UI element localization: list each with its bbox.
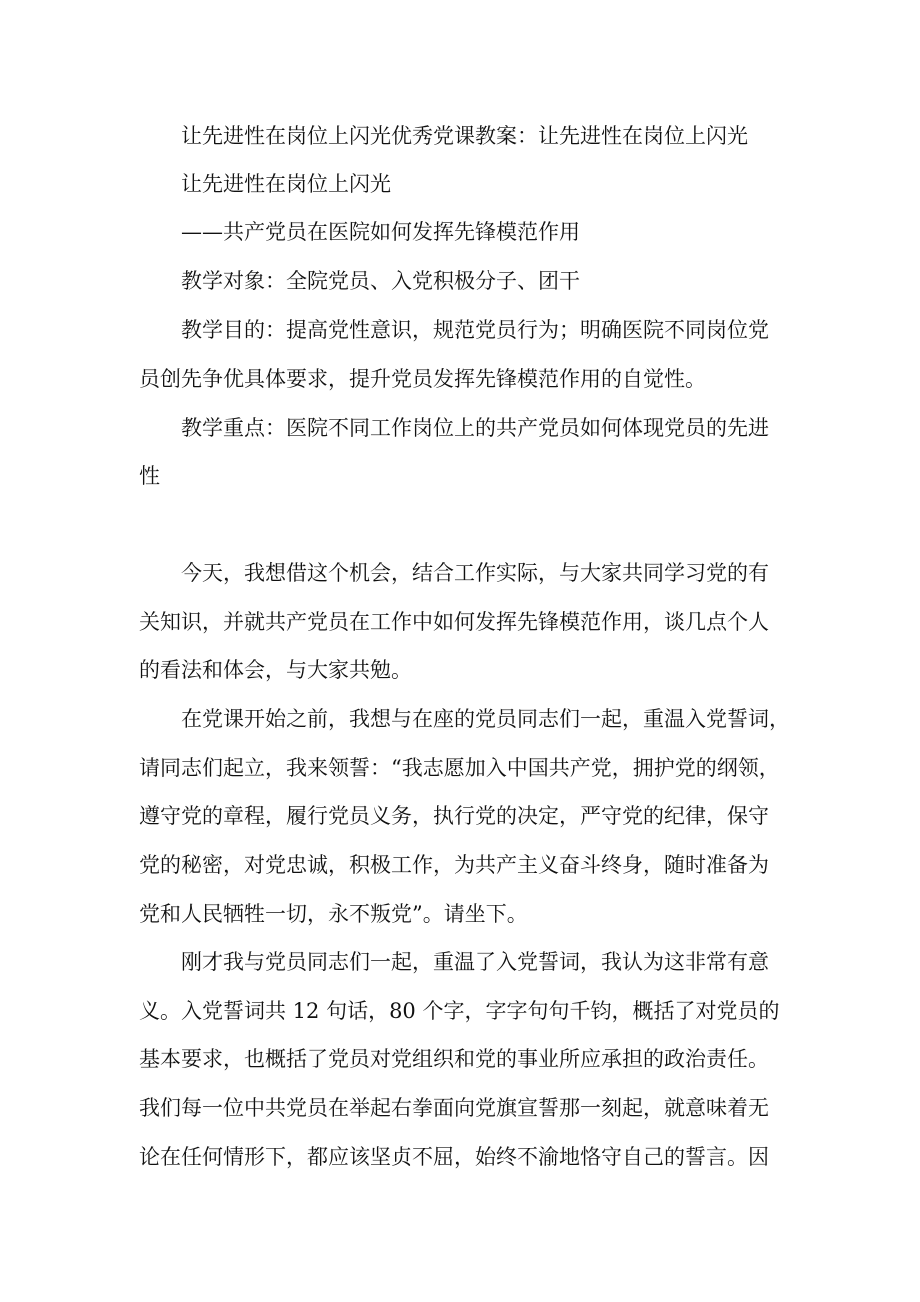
body-paragraph-line: 关知识，并就共产党员在工作中如何发挥先锋模范作用，谈几点个人 [139, 610, 769, 634]
body-paragraph-line: 今天，我想借这个机会，结合工作实际，与大家共同学习党的有 [181, 561, 769, 585]
teaching-goal-line: 员创先争优具体要求，提升党员发挥先锋模范作用的自觉性。 [139, 367, 706, 391]
lesson-title: 让先进性在岗位上闪光 [181, 172, 391, 196]
body-paragraph-line: 论在任何情形下，都应该坚贞不屈，始终不渝地恪守自己的誓言。因 [139, 1145, 769, 1169]
body-paragraph-line: 的看法和体会，与大家共勉。 [139, 658, 412, 682]
body-paragraph-line: 义。入党誓词共 12 句话，80 个字，字字句句千钧，概括了对党员的 [139, 999, 780, 1023]
body-paragraph-line: 基本要求，也概括了党员对党组织和党的事业所应承担的政治责任。 [139, 1047, 769, 1071]
teaching-goal-line: 教学目的：提高党性意识，规范党员行为；明确医院不同岗位党 [181, 318, 769, 342]
teaching-focus-line: 性 [139, 464, 160, 488]
body-paragraph-line: 请同志们起立，我来领誓：“我志愿加入中国共产党，拥护党的纲领， [139, 756, 780, 780]
body-paragraph-line: 党的秘密，对党忠诚，积极工作，为共产主义奋斗终身，随时准备为 [139, 853, 769, 877]
lesson-subtitle: ——共产党员在医院如何发挥先锋模范作用 [181, 220, 580, 244]
body-paragraph-line: 在党课开始之前，我想与在座的党员同志们一起，重温入党誓词， [181, 707, 790, 731]
teaching-target: 教学对象：全院党员、入党积极分子、团干 [181, 269, 580, 293]
document-title: 让先进性在岗位上闪光优秀党课教案：让先进性在岗位上闪光 [181, 124, 748, 148]
body-paragraph-line: 刚才我与党员同志们一起，重温了入党誓词，我认为这非常有意 [181, 950, 769, 974]
teaching-focus-line: 教学重点：医院不同工作岗位上的共产党员如何体现党员的先进 [181, 416, 769, 440]
body-paragraph-line: 我们每一位中共党员在举起右拳面向党旗宣誓那一刻起，就意味着无 [139, 1096, 769, 1120]
body-paragraph-line: 遵守党的章程，履行党员义务，执行党的决定，严守党的纪律，保守 [139, 804, 769, 828]
body-paragraph-line: 党和人民牺牲一切，永不叛党”。请坐下。 [139, 902, 528, 926]
